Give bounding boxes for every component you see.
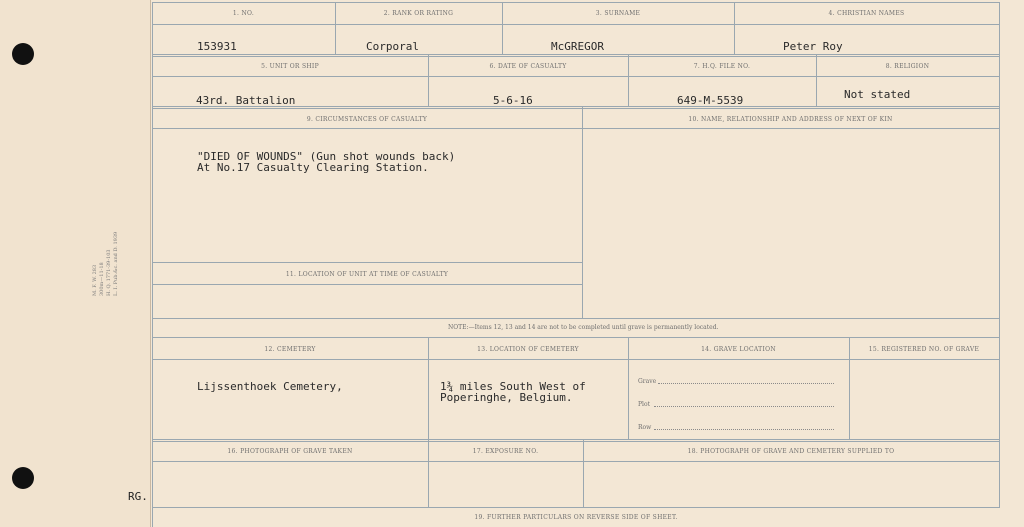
row-field-line bbox=[654, 429, 834, 430]
value-hq-file: 649-M-5539 bbox=[677, 94, 744, 107]
margin-mark: RG. bbox=[128, 490, 148, 503]
value-surname: McGREGOR bbox=[551, 40, 604, 53]
label-christian-names: 4. CHRISTIAN NAMES bbox=[828, 10, 905, 17]
value-religion: Not stated bbox=[844, 88, 911, 101]
label-cemetery: 12. CEMETERY bbox=[264, 346, 316, 353]
value-date: 5-6-16 bbox=[493, 94, 533, 107]
label-registered-no: 15. REGISTERED NO. OF GRAVE bbox=[868, 346, 980, 353]
label-location-of-unit: 11. LOCATION OF UNIT AT TIME OF CASUALTY bbox=[285, 271, 449, 278]
value-cemetery-location-line2: Poperinghe, Belgium. bbox=[440, 391, 573, 404]
grave-field-line bbox=[658, 383, 834, 384]
value-cemetery-location-line1: 1¾ miles South West of bbox=[440, 380, 586, 393]
form-printer-note: M. F. W. 283 300m—11-18 H. Q. 1771-39-103 L. I. Pub.&c. and bbox=[92, 249, 119, 296]
value-circumstances-line1: "DIED OF WOUNDS" (Gun shot wounds back) bbox=[197, 150, 456, 163]
label-exposure-no: 17. EXPOSURE NO. bbox=[472, 448, 539, 455]
label-location-of-cemetery: 13. LOCATION OF CEMETERY bbox=[477, 346, 579, 353]
completion-note: NOTE:—Items 12, 13 and 14 are not to be completed until grave is permanently located. bbox=[448, 324, 719, 331]
value-rank: Corporal bbox=[366, 40, 419, 53]
punch-hole-bottom bbox=[12, 467, 34, 489]
grave-field-label: Grave bbox=[638, 378, 657, 385]
label-grave-location: 14. GRAVE LOCATION bbox=[701, 346, 776, 353]
label-unit: 5. UNIT OR SHIP bbox=[261, 63, 319, 70]
plot-field-label: Plot bbox=[638, 401, 650, 408]
plot-field-line bbox=[654, 406, 834, 407]
value-circumstances-line2: At No.17 Casualty Clearing Station. bbox=[197, 161, 429, 174]
label-further-particulars: 19. FURTHER PARTICULARS ON REVERSE SIDE OF SHEET. bbox=[474, 514, 678, 521]
label-date: 6. DATE OF CASUALTY bbox=[489, 63, 567, 70]
label-photo-supplied: 18. PHOTOGRAPH OF GRAVE AND CEMETERY SUPPLIED TO bbox=[687, 448, 895, 455]
row-field-label: Row bbox=[638, 424, 652, 431]
label-rank: 2. RANK OR RATING bbox=[383, 10, 454, 17]
value-unit: 43rd. Battalion bbox=[196, 94, 296, 107]
label-photo-taken: 16. PHOTOGRAPH OF GRAVE TAKEN bbox=[227, 448, 353, 455]
value-christian-names: Peter Roy bbox=[783, 40, 843, 53]
label-no: 1. NO. bbox=[232, 10, 255, 17]
value-no: 153931 bbox=[197, 40, 237, 53]
label-hq-file: 7. H.Q. FILE NO. bbox=[693, 63, 751, 70]
value-cemetery: Lijssenthoek Cemetery, bbox=[197, 380, 343, 393]
label-next-of-kin: 10. NAME, RELATIONSHIP AND ADDRESS OF NEXT OF KIN bbox=[688, 116, 893, 123]
punch-hole-top bbox=[12, 43, 34, 65]
label-circumstances: 9. CIRCUMSTANCES OF CASUALTY bbox=[306, 116, 428, 123]
label-surname: 3. SURNAME bbox=[595, 10, 641, 17]
label-religion: 8. RELIGION bbox=[885, 63, 930, 70]
